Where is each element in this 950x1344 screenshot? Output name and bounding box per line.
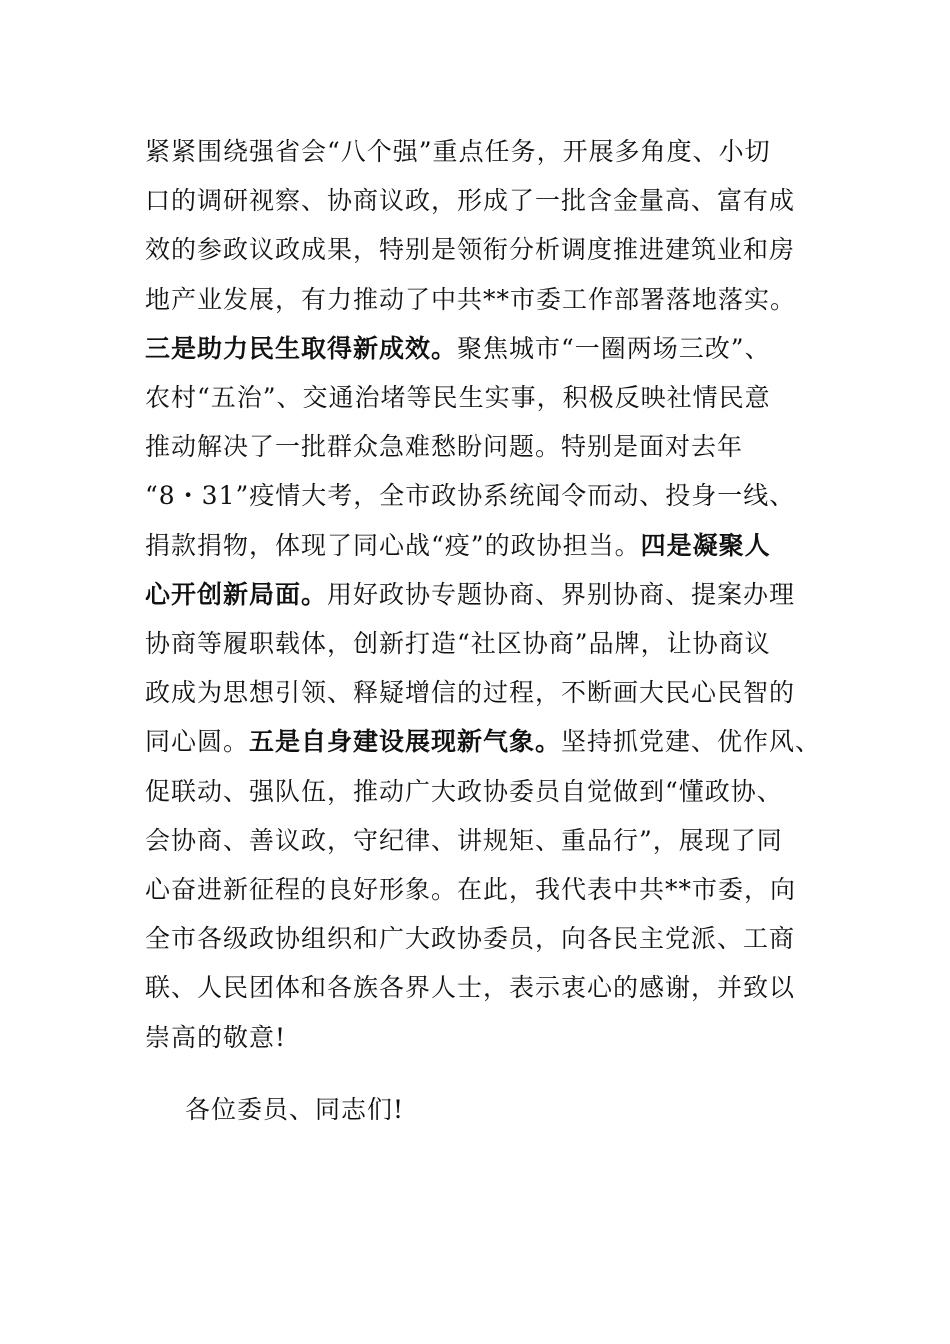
- text-segment: 捐款捐物，体现了同心战“疫”的政协担当。: [145, 530, 641, 560]
- text-segment: 政成为思想引领、释疑增信的过程，不断画大民心民智的: [145, 678, 796, 708]
- text-line: [145, 373, 771, 423]
- text-segment: 紧紧围绕强省会“八个强”重点任务，开展多角度、小切: [145, 137, 771, 166]
- text-line: [145, 225, 795, 275]
- text-segment: 心奋进新征程的良好形象。在此，我代表中共**市委，向: [145, 875, 797, 904]
- text-line: [145, 570, 795, 620]
- text-line: [145, 816, 783, 866]
- text-segment: “8・31”疫情大考，全市政协系统闻令而动、投身一线、: [145, 481, 796, 511]
- bold-heading-text: 五是自身建设展现新气象。: [249, 727, 562, 757]
- text-segment: 全市各级政协组织和广大政协委员，向各民主党派、工商: [145, 924, 796, 954]
- text-line: [145, 668, 795, 718]
- text-line: [145, 275, 796, 325]
- text-line: [145, 717, 821, 767]
- text-line: [145, 324, 771, 374]
- text-segment: 同心圆。: [145, 727, 250, 757]
- text-line: [145, 176, 795, 226]
- text-segment: 效的参政议政成果，特别是领衔分析调度推进建筑业和房: [145, 235, 796, 265]
- text-line: [145, 127, 771, 177]
- text-line: [145, 521, 771, 571]
- text-line: [145, 1013, 286, 1063]
- text-segment: 崇高的敬意!: [145, 1022, 287, 1052]
- text-segment: 聚焦城市“一圈两场三改”、: [457, 333, 771, 363]
- bold-heading-text: 心开创新局面。: [145, 579, 328, 609]
- text-line: [145, 865, 796, 915]
- closing-salutation: 各位委员、同志们!: [185, 1095, 405, 1124]
- text-segment: 促联动、强队伍，推动广大政协委员自觉做到“懂政协、: [145, 776, 783, 806]
- text-line: [145, 422, 743, 472]
- text-line: [145, 963, 795, 1013]
- bold-heading-text: 四是凝聚人: [640, 530, 771, 560]
- text-segment: 用好政协专题协商、界别协商、提案办理: [327, 579, 796, 609]
- text-line: [145, 914, 795, 964]
- text-segment: 会协商、善议政，守纪律、讲规矩、重品行”，展现了同: [145, 825, 783, 855]
- text-line: [145, 619, 771, 669]
- text-segment: 口的调研视察、协商议政，形成了一批含金量高、富有成: [145, 186, 796, 216]
- text-segment: 联、人民团体和各族各界人士，表示衷心的感谢，并致以: [145, 973, 796, 1003]
- text-line: [145, 767, 783, 817]
- text-segment: 地产业发展，有力推动了中共**市委工作部署落地落实。: [145, 284, 797, 314]
- text-segment: 协商等履职载体，创新打造“社区协商”品牌，让协商议: [145, 629, 771, 658]
- text-line: [145, 471, 795, 521]
- text-segment: 农村“五治”、交通治堵等民生实事，积极反映社情民意: [145, 383, 771, 412]
- text-segment: 推动解决了一批群众急难愁盼问题。特别是面对去年: [145, 432, 744, 462]
- text-segment: 坚持抓党建、优作风、: [561, 727, 822, 757]
- bold-heading-text: 三是助力民生取得新成效。: [145, 333, 458, 363]
